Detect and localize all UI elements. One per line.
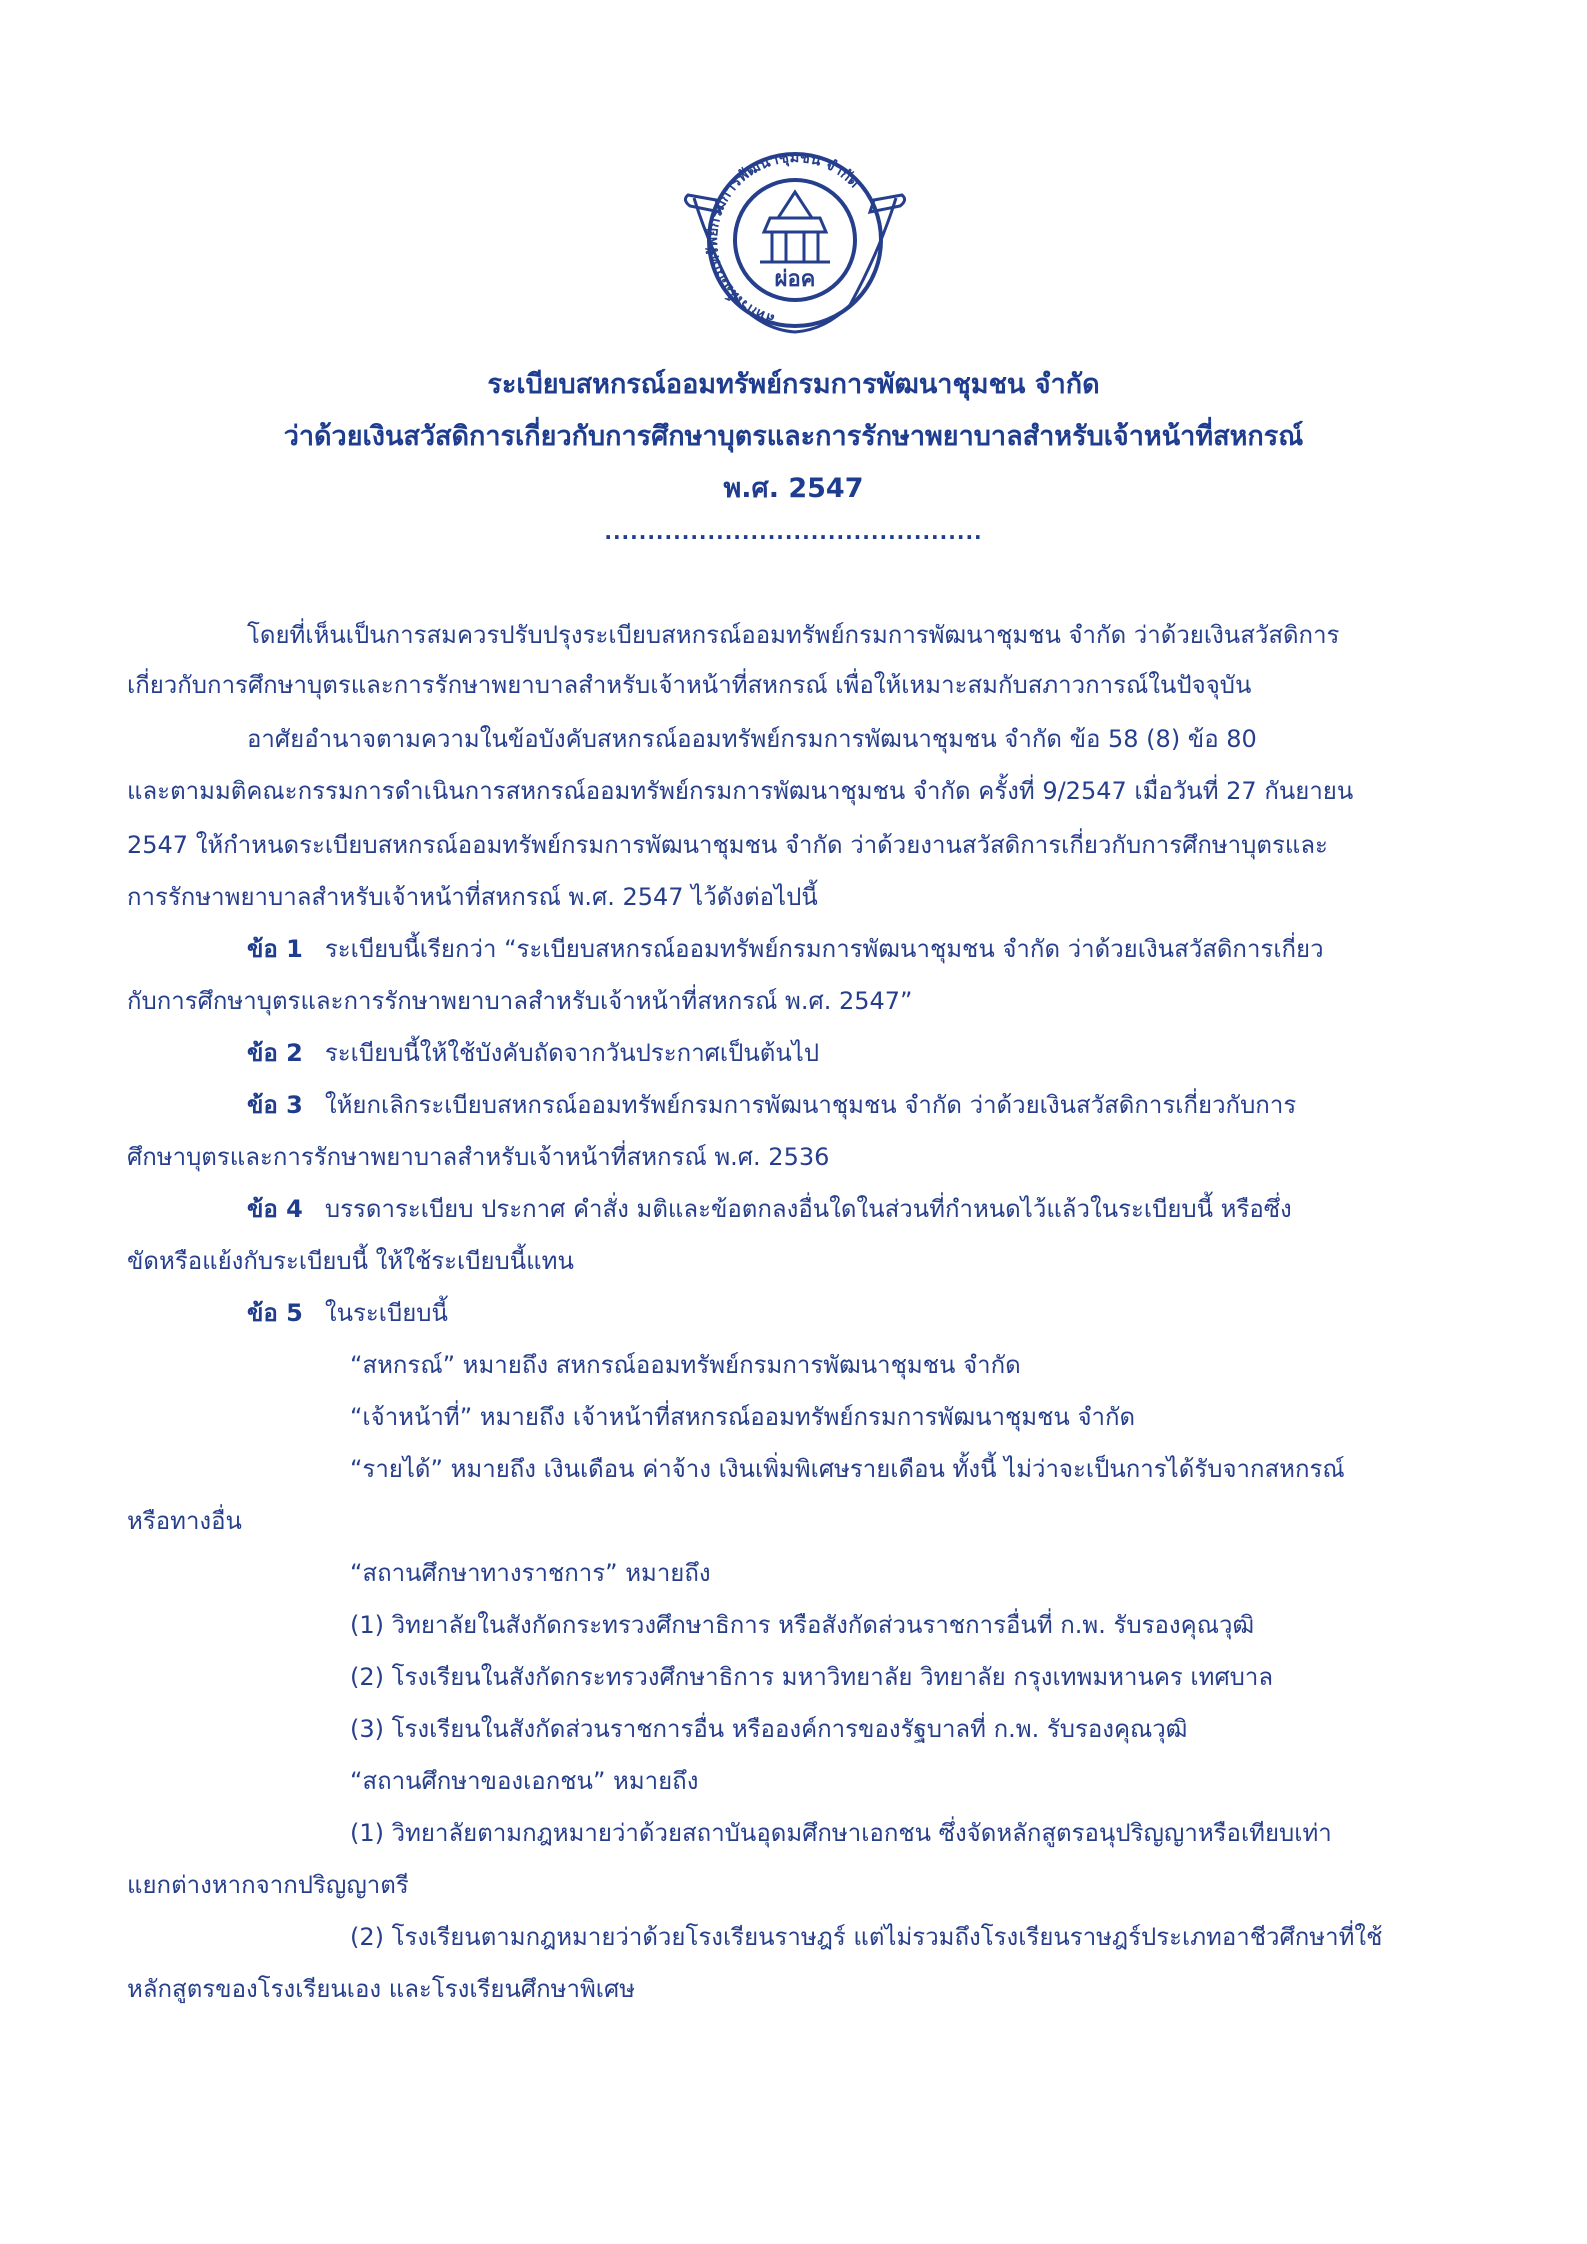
clause-1-label: ข้อ 1 [247, 935, 303, 963]
definition-line: “สถานศึกษาทางราชการ” หมายถึง [350, 1559, 711, 1587]
definition-item: (2) โรงเรียนในสังกัดกระทรวงศึกษาธิการ มหาวิทยาลัย วิทยาลัย กรุงเทพมหานคร เทศบาล [350, 1663, 1274, 1691]
clause-1: ข้อ 1 ระเบียบนี้เรียกว่า “ระเบียบสหกรณ์ออมทรัพย์กรมการพัฒนาชุมชน จำกัด ว่าด้วยเงินสวัสดิการเกี่ยว [247, 935, 1324, 963]
authority-line: 2547 ให้กำหนดระเบียบสหกรณ์ออมทรัพย์กรมการพัฒนาชุมชน จำกัด ว่าด้วยงานสวัสดิการเกี่ยวกับการศึกษาบุตรและ [127, 831, 1328, 859]
definition-item: (1) วิทยาลัยในสังกัดกระทรวงศึกษาธิการ หรือสังกัดส่วนราชการอื่นที่ ก.พ. รับรองคุณวุฒิ [350, 1611, 1255, 1639]
clause-4: ข้อ 4 บรรดาระเบียบ ประกาศ คำสั่ง มติและข้อตกลงอื่นใดในส่วนที่กำหนดไว้แล้วในระเบียบนี้ หรือซึ่ง [247, 1195, 1292, 1223]
definition-line: “สถานศึกษาของเอกชน” หมายถึง [350, 1767, 699, 1795]
clause-1-cont: กับการศึกษาบุตรและการรักษาพยาบาลสำหรับเจ้าหน้าที่สหกรณ์ พ.ศ. 2547” [127, 987, 913, 1015]
authority-line: การรักษาพยาบาลสำหรับเจ้าหน้าที่สหกรณ์ พ.ศ. 2547 ไว้ดังต่อไปนี้ [127, 883, 818, 911]
clause-4-label: ข้อ 4 [247, 1195, 303, 1223]
clause-3-label: ข้อ 3 [247, 1091, 303, 1119]
definition-item: หลักสูตรของโรงเรียนเอง และโรงเรียนศึกษาพิเศษ [127, 1975, 636, 2003]
definition-line: “สหกรณ์” หมายถึง สหกรณ์ออมทรัพย์กรมการพัฒนาชุมชน จำกัด [350, 1351, 1021, 1379]
title-year: พ.ศ. 2547 [723, 473, 864, 504]
definition-line: “รายได้” หมายถึง เงินเดือน ค่าจ้าง เงินเพิ่มพิเศษรายเดือน ทั้งนี้ ไม่ว่าจะเป็นการได้รับจากสหกรณ์ [350, 1455, 1345, 1483]
clause-5: ข้อ 5 ในระเบียบนี้ [247, 1299, 448, 1327]
clause-3: ข้อ 3 ให้ยกเลิกระเบียบสหกรณ์ออมทรัพย์กรมการพัฒนาชุมชน จำกัด ว่าด้วยเงินสวัสดิการเกี่ยวกับการ [247, 1091, 1297, 1119]
svg-text:สหกรณ์ออมทรัพย์กรมการพัฒนาชุมช: สหกรณ์ออมทรัพย์กรมการพัฒนาชุมชน จำกัด [702, 147, 864, 330]
cooperative-logo-seal [680, 140, 910, 340]
clause-4-cont: ขัดหรือแย้งกับระเบียบนี้ ให้ใช้ระเบียบนี้แทน [127, 1247, 574, 1275]
title-line-1: ระเบียบสหกรณ์ออมทรัพย์กรมการพัฒนาชุมชน จำกัด [487, 369, 1100, 400]
definition-item: แยกต่างหากจากปริญญาตรี [127, 1871, 409, 1899]
clause-3-cont: ศึกษาบุตรและการรักษาพยาบาลสำหรับเจ้าหน้าที่สหกรณ์ พ.ศ. 2536 [127, 1143, 830, 1171]
definition-line: หรือทางอื่น [127, 1507, 242, 1535]
authority-line: และตามมติคณะกรรมการดำเนินการสหกรณ์ออมทรัพย์กรมการพัฒนาชุมชน จำกัด ครั้งที่ 9/2547 เมื่อวันที่ 27 กันยายน [127, 777, 1354, 805]
definition-item: (2) โรงเรียนตามกฎหมายว่าด้วยโรงเรียนราษฎร์ แต่ไม่รวมถึงโรงเรียนราษฎร์ประเภทอาชีวศึกษาที่ใช้ [350, 1923, 1383, 1951]
title-line-2: ว่าด้วยเงินสวัสดิการเกี่ยวกับการศึกษาบุตรและการรักษาพยาบาลสำหรับเจ้าหน้าที่สหกรณ์ [283, 421, 1304, 452]
definition-item: (1) วิทยาลัยตามกฎหมายว่าด้วยสถาบันอุดมศึกษาเอกชน ซึ่งจัดหลักสูตรอนุปริญญาหรือเทียบเท่า [350, 1819, 1332, 1847]
definition-item: (3) โรงเรียนในสังกัดส่วนราชการอื่น หรือองค์การของรัฐบาลที่ ก.พ. รับรองคุณวุฒิ [350, 1715, 1188, 1743]
preamble-line: โดยที่เห็นเป็นการสมควรปรับปรุงระเบียบสหกรณ์ออมทรัพย์กรมการพัฒนาชุมชน จำกัด ว่าด้วยเงินสวัสดิการ [247, 621, 1340, 649]
title-separator: ............................................ [604, 520, 983, 544]
authority-line: อาศัยอำนาจตามความในข้อบังคับสหกรณ์ออมทรัพย์กรมการพัฒนาชุมชน จำกัด ข้อ 58 (8) ข้อ 80 [247, 725, 1257, 753]
preamble-line: เกี่ยวกับการศึกษาบุตรและการรักษาพยาบาลสำหรับเจ้าหน้าที่สหกรณ์ เพื่อให้เหมาะสมกับสภาวการณ์ในปัจจุบัน [127, 671, 1252, 699]
clause-2: ข้อ 2 ระเบียบนี้ให้ใช้บังคับถัดจากวันประกาศเป็นต้นไป [247, 1039, 820, 1067]
svg-text:ผ่อค: ผ่อค [774, 267, 816, 292]
clause-2-label: ข้อ 2 [247, 1039, 303, 1067]
definition-line: “เจ้าหน้าที่” หมายถึง เจ้าหน้าที่สหกรณ์ออมทรัพย์กรมการพัฒนาชุมชน จำกัด [350, 1403, 1136, 1431]
clause-5-label: ข้อ 5 [247, 1299, 303, 1327]
